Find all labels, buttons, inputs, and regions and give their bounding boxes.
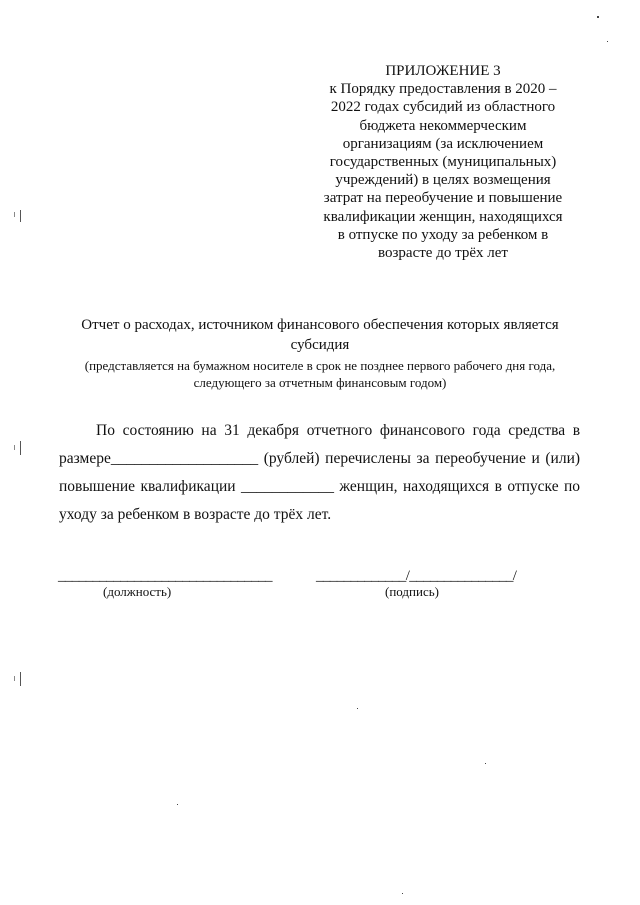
scan-mark: [20, 441, 21, 455]
paragraph-line-1: По состоянию на 31 декабря отчетного финансового года средства в: [96, 422, 581, 439]
scan-speck: [177, 804, 178, 805]
scan-mark: [14, 445, 15, 450]
appendix-header: [312, 62, 574, 262]
signature-line: _____________/_______________/: [316, 568, 517, 584]
scan-mark: [20, 672, 21, 686]
scan-speck: [607, 41, 608, 42]
amount-blank: размере___________________: [59, 450, 259, 467]
report-paragraph: [59, 417, 580, 529]
paragraph-line-3: повышение квалификации ____________ женщин, находящихся в отпуске по: [59, 478, 581, 495]
report-note: (представляется на бумажном носителе в срок не позднее первого рабочего дня года, следующего за отчетным финансовым годом): [84, 358, 556, 390]
signature-caption: (подпись): [385, 584, 439, 599]
report-title: Отчет о расходах, источником финансового обеспечения которых является субсидия: [81, 317, 559, 353]
appendix-title: ПРИЛОЖЕНИЕ 3: [385, 63, 501, 79]
scan-speck: [402, 893, 403, 894]
paragraph-line-4: уходу за ребенком в возрасте до трёх лет.: [59, 506, 332, 523]
scan-mark: [14, 676, 15, 681]
scan-mark: [14, 212, 15, 217]
scan-mark: [20, 210, 21, 222]
scan-speck: [485, 763, 486, 764]
scan-speck: [357, 708, 358, 709]
paragraph-line-2: размере___________________ (рублей) перечислены за переобучение и (или): [59, 450, 581, 467]
position-caption: (должность): [103, 584, 172, 599]
appendix-body: к Порядку предоставления в 2020 – 2022 годах субсидий из областного бюджета некоммерческим организациям (за исключением государственных (муниципальных) учреждений) в целях возмещения затрат на переобучение и повышение квалификации женщин, находящихся в отпуске по уходу за ребенком в возрасте до трёх лет: [323, 81, 563, 262]
position-signature-line: _______________________________: [58, 568, 272, 584]
scan-speck: [597, 16, 599, 18]
count-blank: ____________: [241, 478, 334, 495]
